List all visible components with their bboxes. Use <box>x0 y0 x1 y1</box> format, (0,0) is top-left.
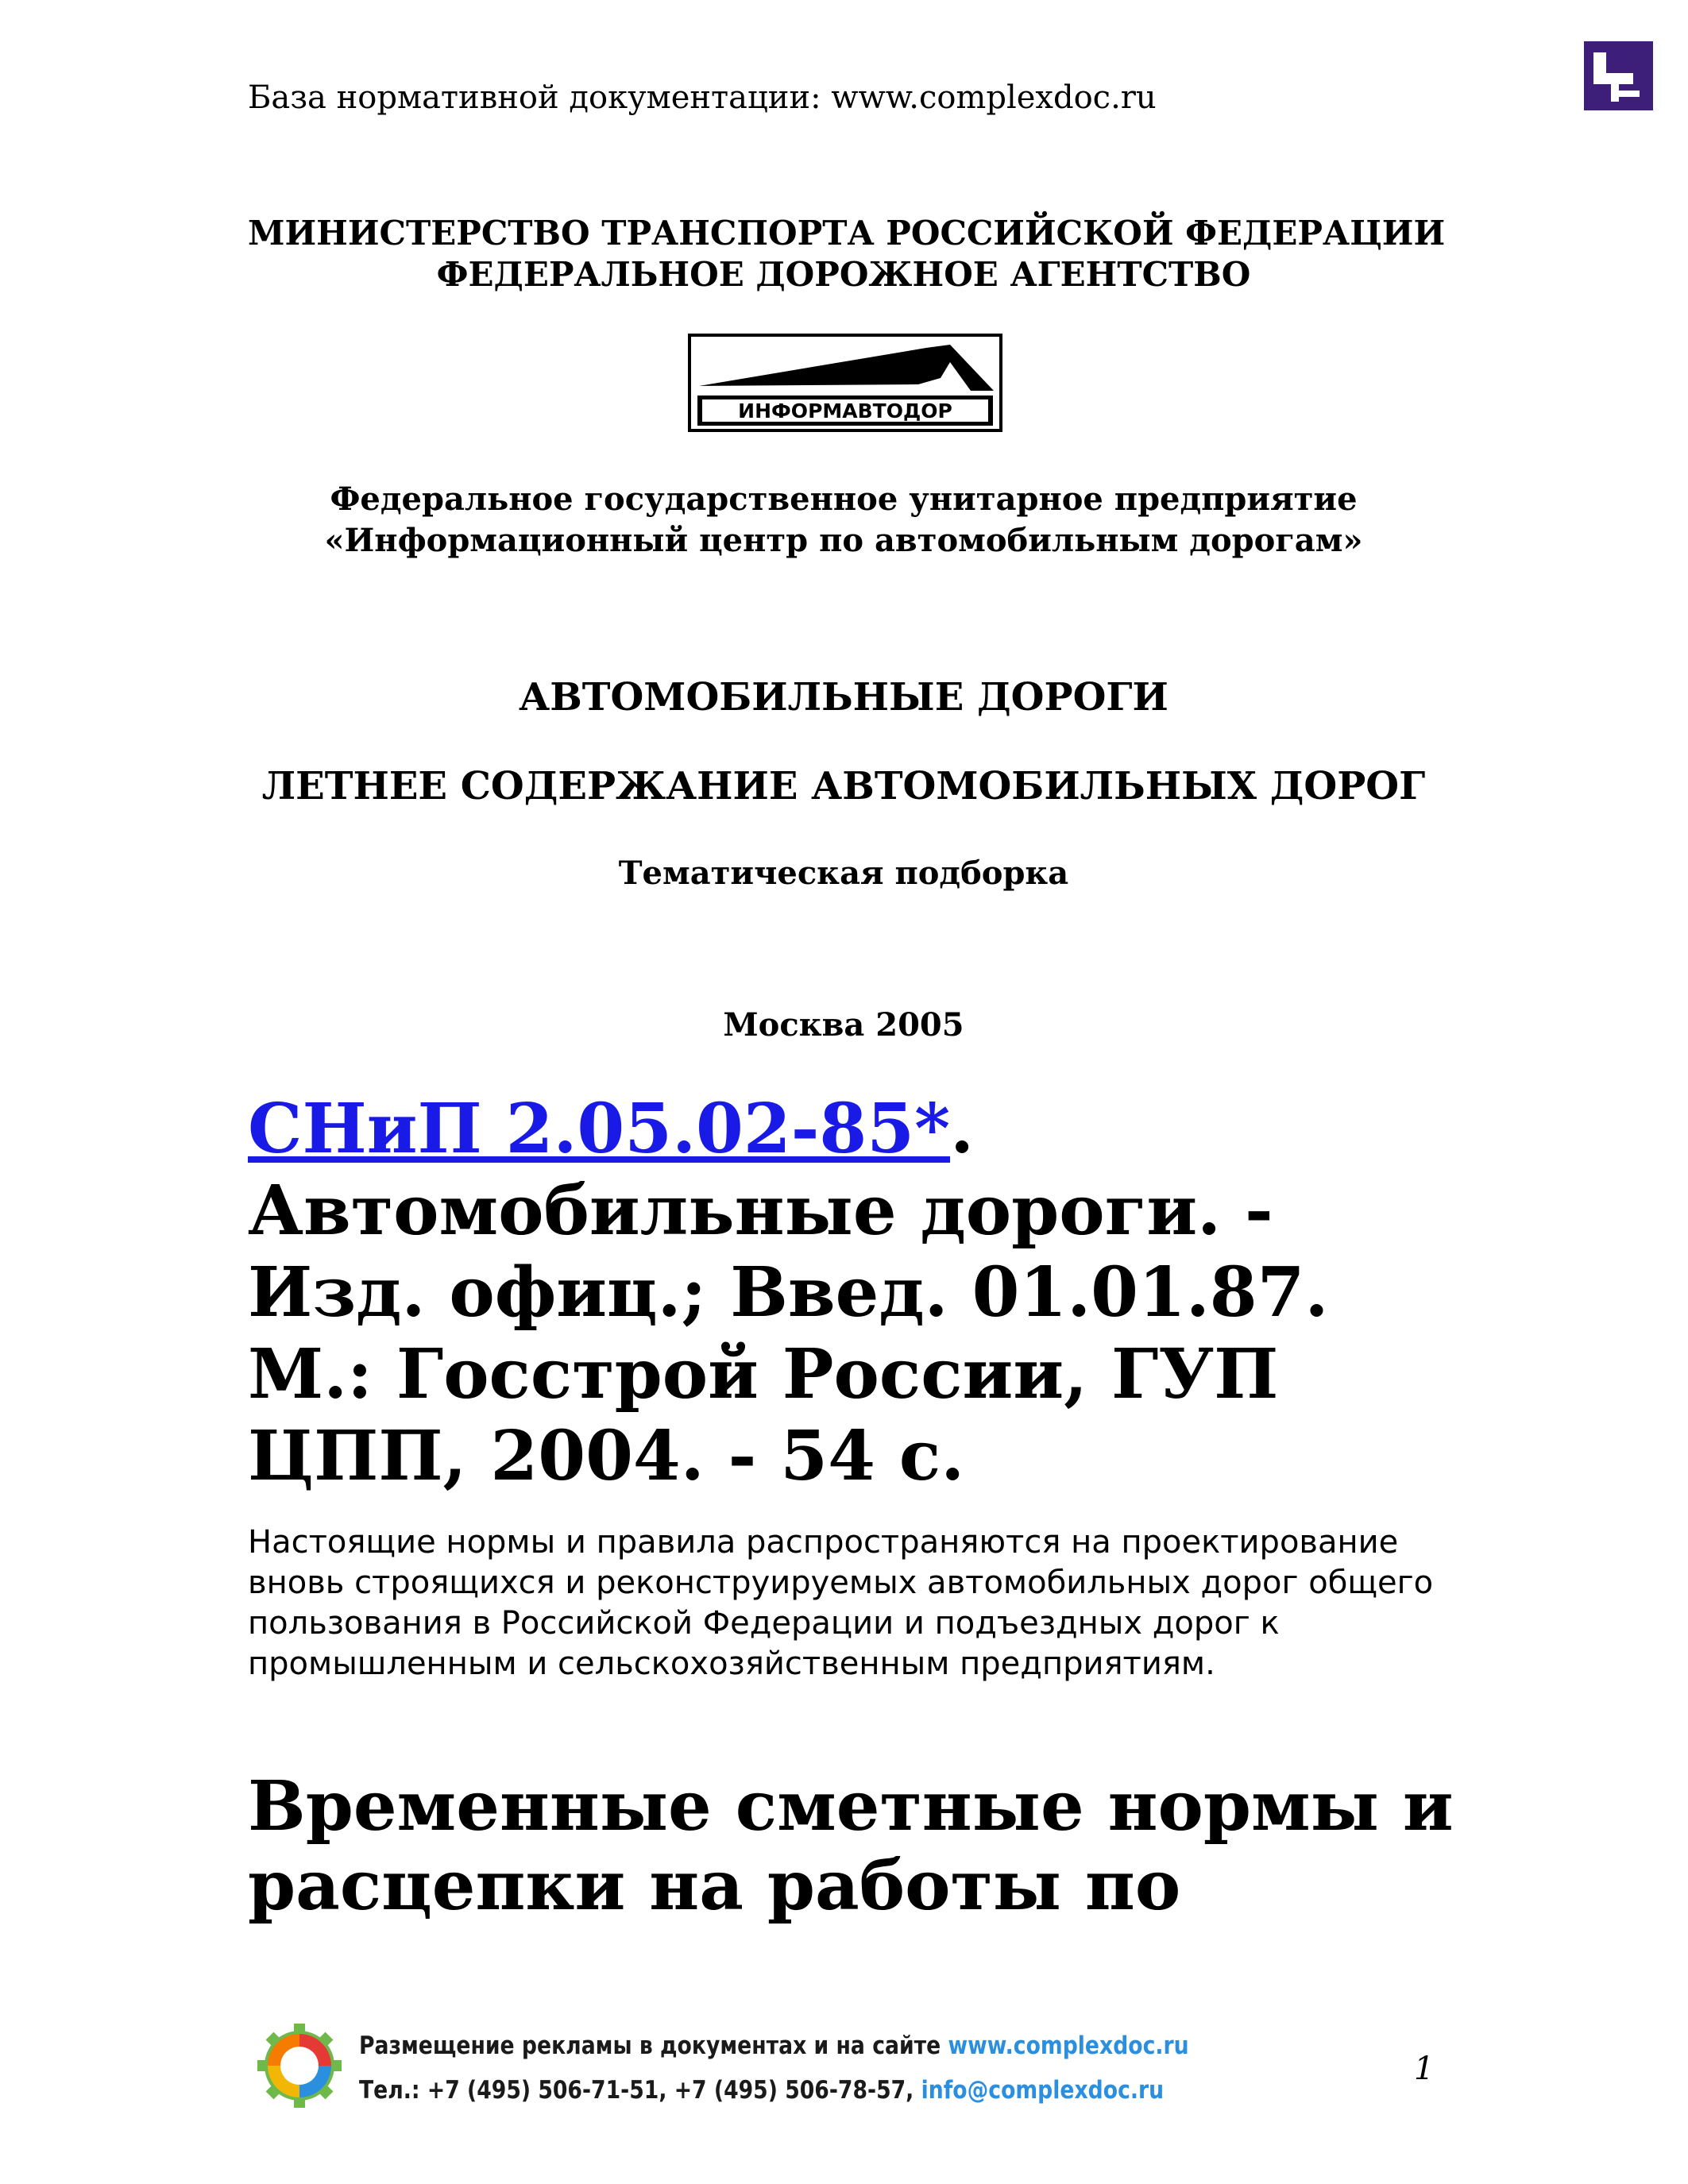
gear-icon <box>257 2024 342 2108</box>
informavtodor-logo <box>688 334 1002 432</box>
ad-email-link[interactable]: info@complexdoc.ru <box>921 2076 1165 2105</box>
ad-line2-text: Тел.: +7 (495) 506-71-51, +7 (495) 506-78-57, <box>359 2076 921 2105</box>
fsue-line: Федеральное государственное унитарное предприятие <box>330 480 1358 518</box>
entry-heading-snip <box>248 1088 1455 1497</box>
ministry-heading: МИНИСТЕРСТВО ТРАНСПОРТА РОССИЙСКОЙ ФЕДЕРАЦИИ <box>248 214 1446 253</box>
ad-banner[interactable] <box>248 2009 1189 2120</box>
agency-heading: ФЕДЕРАЛЬНОЕ ДОРОЖНОЕ АГЕНТСТВО <box>436 255 1251 294</box>
city-year: Москва 2005 <box>723 1006 964 1044</box>
entry-heading-estimates: Временные сметные нормы и расцепки на работы по <box>248 1766 1454 1926</box>
ad-line-contacts <box>359 2076 1164 2105</box>
ad-line1-text: Размещение рекламы в документах и на сайте <box>359 2032 948 2060</box>
ad-site-link[interactable]: www.complexdoc.ru <box>948 2032 1189 2060</box>
page-number: 1 <box>1414 2051 1435 2087</box>
title-secondary: ЛЕТНЕЕ СОДЕРЖАНИЕ АВТОМОБИЛЬНЫХ ДОРОГ <box>261 764 1426 808</box>
entry-link-punctuation: . <box>950 1089 975 1169</box>
fsue-name-line: «Информационный центр по автомобильным дорогам» <box>324 522 1363 559</box>
entry-citation-text: Автомобильные дороги. - Изд. офиц.; Введ. 01.01.87. М.: Госстрой России, ГУП ЦПП, 2004. - 54 с. <box>248 1171 1329 1496</box>
subtitle: Тематическая подборка <box>618 855 1069 892</box>
title-main: АВТОМОБИЛЬНЫЕ ДОРОГИ <box>519 675 1168 720</box>
complexdoc-logo-icon[interactable] <box>1584 41 1653 110</box>
org-logo-text: ИНФОРМАВТОДОР <box>738 399 952 423</box>
entry-abstract: Настоящие нормы и правила распространяются на проектирование вновь строящихся и реконструируемых автомобильных дорог общего пользования в Российской Федерации и подъездных дорог к промышленным и сельскохозяйственным предприятиям. <box>248 1524 1434 1682</box>
ad-line-advertising <box>359 2032 1189 2060</box>
header-source-text: База нормативной документации: www.complexdoc.ru <box>248 79 1157 116</box>
snip-link[interactable]: СНиП 2.05.02-85* <box>248 1089 951 1169</box>
